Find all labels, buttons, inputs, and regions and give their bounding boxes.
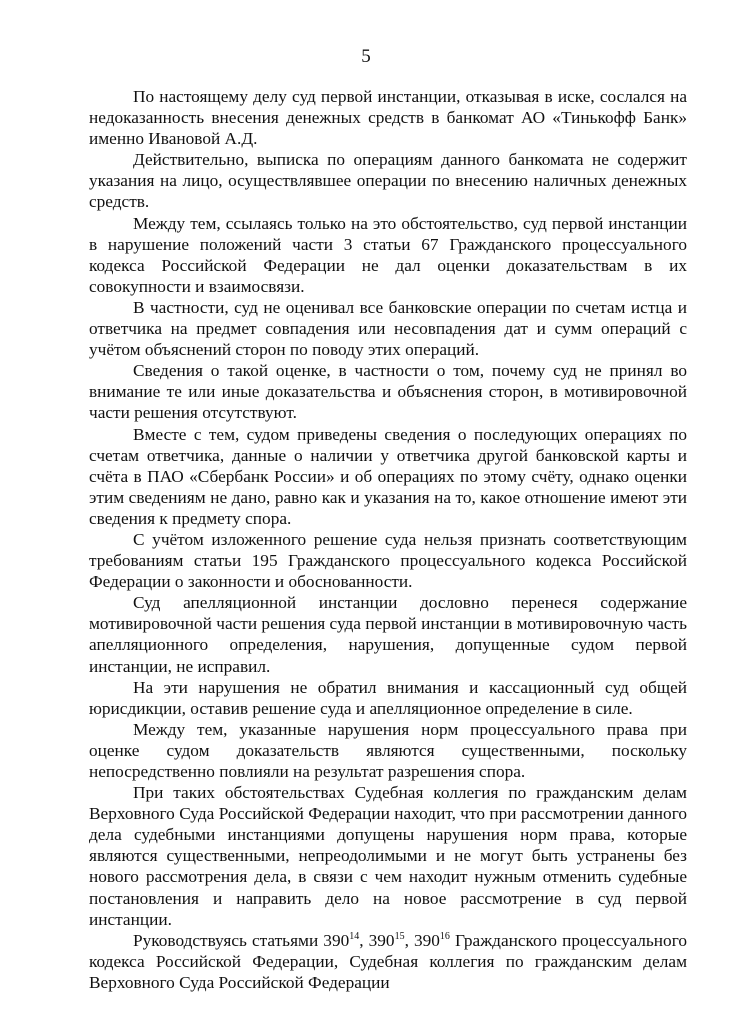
final-paragraph-tail: Гражданского процессуального кодекса Российской Федерации, Судебная коллегия по гражданским делам Верховного Суда Российской Федерации (89, 930, 687, 992)
final-paragraph (89, 930, 687, 993)
page-number: 5 (361, 46, 371, 67)
article-number: 390 (413, 930, 440, 950)
paragraph: При таких обстоятельствах Судебная коллегия по гражданским делам Верховного Суда Российской Федерации находит, что при рассмотрении данного дела судебными инстанциями допущены нарушения норм права, которые являются существенными, непреодолимыми и не могут быть устранены без нового рассмотрения дела, в связи с чем находит нужным отменить судебные постановления и направить дело на новое рассмотрение в суд первой инстанции. (89, 783, 687, 929)
article-number: 390 (368, 930, 395, 950)
paragraph: Между тем, указанные нарушения норм процессуального права при оценке судом доказательств являются существенными, поскольку непосредственно повлияли на результат разрешения спора. (89, 719, 687, 781)
paragraph: По настоящему делу суд первой инстанции, отказывая в иске, сослался на недоказанность внесения денежных средств в банкомат АО «Тинькофф Банк» именно Ивановой А.Д. (89, 87, 687, 149)
separator: , (404, 930, 414, 950)
final-paragraph-lead: Руководствуясь статьями (133, 930, 324, 950)
paragraph: С учётом изложенного решение суда нельзя признать соответствующим требованиям статьи 195 Гражданского процессуального кодекса Российской Федерации о законности и обоснованности. (89, 529, 687, 592)
paragraph: Действительно, выписка по операциям данного банкомата не содержит указания на лицо, осуществлявшее операции по внесению наличных денежных средств. (89, 150, 687, 212)
paragraph: Вместе с тем, судом приведены сведения о последующих операциях по счетам ответчика, данные о наличии у ответчика другой банковской карты и счёта в ПАО «Сбербанк России» и об операциях по этому счёту, однако оценки этим сведениям не дано, равно как и указания на то, какое отношение имеют эти сведения к предмету спора. (89, 424, 687, 528)
paragraph: Суд апелляционной инстанции дословно перенеся содержание мотивировочной части решения суда первой инстанции в мотивировочную часть апелляционного определения, нарушения, допущенные судом первой инстанции, не исправил. (89, 593, 687, 676)
article-number: 390 (323, 930, 350, 950)
paragraph: В частности, суд не оценивал все банковские операции по счетам истца и ответчика на предмет совпадения или несовпадения дат и сумм операций с учётом объяснений сторон по поводу этих операций. (89, 297, 687, 360)
article-superscript: 14 (349, 930, 360, 942)
paragraph: На эти нарушения не обратил внимания и кассационный суд общей юрисдикции, оставив решение суда и апелляционное определение в силе. (89, 677, 687, 718)
document-body (89, 86, 687, 993)
separator: , (359, 930, 369, 950)
article-superscript: 15 (394, 930, 405, 942)
article-superscript: 16 (439, 930, 450, 942)
paragraph: Между тем, ссылаясь только на это обстоятельство, суд первой инстанции в нарушение положений части 3 статьи 67 Гражданского процессуального кодекса Российской Федерации не дал оценки доказательствам в их совокупности и взаимосвязи. (89, 213, 687, 296)
paragraph: Сведения о такой оценке, в частности о том, почему суд не принял во внимание те или иные доказательства и объяснения сторон, в мотивировочной части решения отсутствуют. (89, 361, 687, 423)
